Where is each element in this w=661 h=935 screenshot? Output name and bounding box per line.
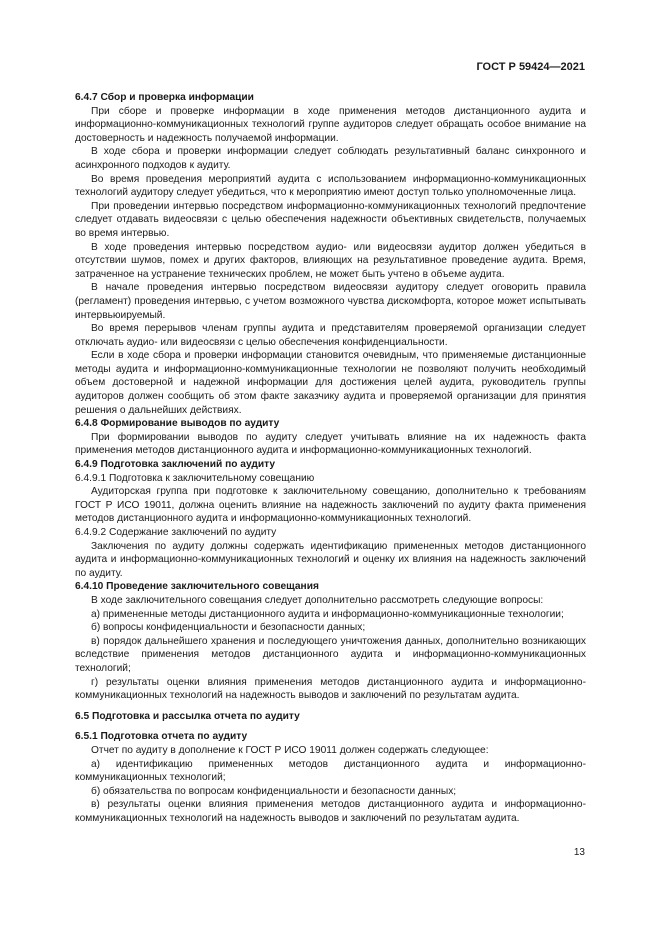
section-heading: 6.4.7 Сбор и проверка информации [75,92,254,103]
paragraph: а) примененные методы дистанционного аудита и информационно-коммуникационные технологии; [91,608,564,620]
paragraph: б) вопросы конфиденциальности и безопасности данных; [91,622,366,634]
paragraph: Отчет по аудиту в дополнение к ГОСТ Р ИСО 19011 должен содержать следующее: [91,744,489,756]
paragraph: Заключения по аудиту должны содержать идентификацию примененных методов дистанционного аудита и информационно-коммуникационных технологий и оценку их влияния на надежность заключений по аудиту. [75,540,586,579]
spacer [75,703,586,710]
section-heading: 6.5 Подготовка и рассылка отчета по аудиту [75,710,300,722]
paragraph: При сборе и проверке информации в ходе применения методов дистанционного аудита и информационно-коммуникационных технологий группе аудиторов следует обращать особое внимание на достоверность и надежность получаемой информации. [75,105,586,144]
document-body [75,91,586,825]
subsection-heading: 6.4.9.1 Подготовка к заключительному совещанию [75,472,315,484]
spacer [75,723,586,730]
paragraph: Если в ходе сбора и проверки информации становится очевидным, что применяемые дистанционные методы аудита и информационно-коммуникационные технологии не позволяют получить необходимый объем достоверной и надежной информации для достижения целей аудита, руководитель группы аудиторов должен сообщить об этом факте заказчику аудита и проверяемой организации для принятия решения о дальнейших действиях. [75,350,586,416]
paragraph: г) результаты оценки влияния применения методов дистанционного аудита и информационно-коммуникационных технологий на надежность выводов и заключений по результатам аудита. [75,676,586,702]
paragraph: При формировании выводов по аудиту следует учитывать влияние на их надежность факта применения методов дистанционного аудита и информационно-коммуникационных технологий. [75,431,586,457]
paragraph: В ходе сбора и проверки информации следует соблюдать результативный баланс синхронного и асинхронного подходов к аудиту. [75,146,586,171]
paragraph: В ходе проведения интервью посредством аудио- или видеосвязи аудитор должен убедиться в отсутствии шумов, помех и других факторов, влияющих на результативное проведение аудита. Время, затраченное на устранение технических проблем, не может быть учтено в объеме аудита. [75,241,586,280]
subsection-heading: 6.4.9.2 Содержание заключений по аудиту [75,527,277,538]
paragraph: Аудиторская группа при подготовке к заключительному совещанию, дополнительно к требованиям ГОСТ Р ИСО 19011, должна оценить влияние на надежность заключений по аудиту факта применения методов дистанционного аудита и информационно-коммуникационных технологий. [75,486,586,525]
paragraph: в) порядок дальнейшего хранения и последующего уничтожения данных, дополнительно возникающих вследствие применения методов дистанционного аудита и информационно-коммуникационных технологий; [75,635,586,674]
section-heading: 6.5.1 Подготовка отчета по аудиту [75,731,248,743]
paragraph: Во время перерывов членам группы аудита и представителям проверяемой организации следует отключать аудио- или видеосвязи с целью обеспечения конфиденциальности. [75,323,586,348]
standard-header: ГОСТ Р 59424—2021 [476,61,585,73]
paragraph: в) результаты оценки влияния применения методов дистанционного аудита и информационно-коммуникационных технологий на надежность выводов и заключений по результатам аудита. [75,799,586,824]
paragraph: Во время проведения мероприятий аудита с использованием информационно-коммуникационных технологий аудитору следует убедиться, что к мероприятию имеют доступ только уполномоченные лица. [75,173,586,199]
page-number: 13 [573,847,585,858]
paragraph: б) обязательства по вопросам конфиденциальности и безопасности данных; [91,785,457,797]
section-heading: 6.4.9 Подготовка заключений по аудиту [75,459,275,471]
section-heading: 6.4.8 Формирование выводов по аудиту [75,418,280,430]
paragraph: В начале проведения интервью посредством видеосвязи аудитору следует оговорить правила (регламент) проведения интервью, с учетом возможного чувства дискомфорта, которое может испытывать интервьюируемый. [75,282,586,321]
paragraph: а) идентификацию примененных методов дистанционного аудита и информационно-коммуникационных технологий; [75,758,586,784]
paragraph: В ходе заключительного совещания следует дополнительно рассмотреть следующие вопросы: [91,594,544,606]
section-heading: 6.4.10 Проведение заключительного совещания [75,581,319,593]
paragraph: При проведении интервью посредством информационно-коммуникационных технологий предпочтение следует отдавать видеосвязи с целью обеспечения надежности объективных свидетельств, получаемых во время интервью. [75,200,586,239]
